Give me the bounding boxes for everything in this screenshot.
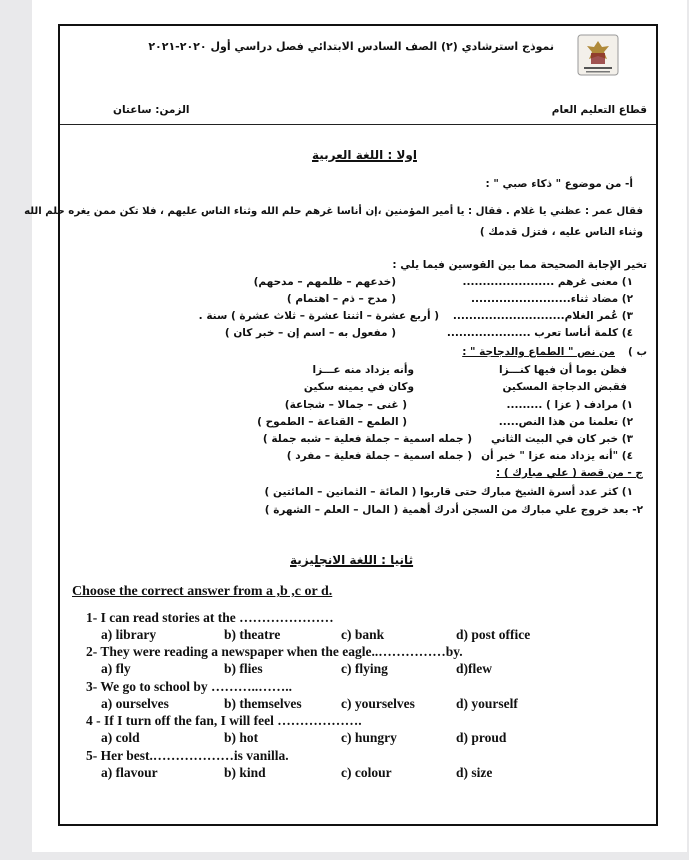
eq-3-option-b: b) themselves (224, 696, 302, 711)
qc-2: ٢- بعد خروج علي مبارك من السجن أدرك أهمية ( المال – العلم – الشهرة ) (264, 504, 643, 516)
header-divider (60, 124, 656, 125)
eq-4-option-c: c) hungry (341, 730, 397, 745)
qa-2-options: ( مدح – ذم – اهتمام ) (286, 293, 396, 305)
eq-3-option-c: c) yourselves (341, 696, 415, 711)
time-label: الزمن: ساعتان (113, 104, 190, 116)
arabic-section-title: اولا : اللغة العربية (312, 148, 417, 162)
ministry-logo (576, 33, 620, 79)
eq-5-option-c: c) colour (341, 765, 392, 780)
poem-line-2-left: وكان في يمينه سكين (303, 381, 414, 393)
eq-2-option-b: b) flies (224, 661, 263, 676)
eq-4-option-d: d) proud (456, 730, 507, 745)
qb-3-stem: ٣) خبر كان في البيت الثاني (491, 433, 633, 445)
sector-label: قطاع التعليم العام (551, 104, 647, 116)
eq-3-option-a: a) ourselves (101, 696, 169, 711)
qb-2-options: ( الطمع – القناعة – الطموح ) (257, 416, 407, 428)
passage-line-1: فقال عمر : عظني يا غلام . فقال : يا أمير المؤمنين ،إن أناسا غرهم حلم الله وثناء الناس عليهم ، فلا تكن ممن يغره حلم الله (24, 206, 643, 217)
eq-1-option-d: d) post office (456, 627, 531, 642)
qa-4-stem: ٤) كلمة أناسا تعرب ..................... (446, 327, 633, 339)
eq-4-option-a: a) cold (101, 730, 140, 745)
instruction-ar: تخير الإجابة الصحيحة مما بين القوسين فيما يلي : (392, 259, 647, 271)
part-a-label: أ- من موضوع " ذكاء صبي " : (485, 178, 633, 190)
eq-5-option-b: b) kind (224, 765, 266, 780)
eq-5-option-d: d) size (456, 765, 493, 780)
poem-line-1-right: فظن يوما أن فيها كنـــزا (498, 364, 627, 376)
eq-3-option-d: d) yourself (456, 696, 518, 711)
poem-line-2-right: فقبض الدجاجة المسكين (502, 381, 627, 393)
eq-5-option-a: a) flavour (101, 765, 158, 780)
eq-2-stem: 2- They were reading a newspaper when the eagle..……………by. (86, 644, 463, 659)
qa-3-stem: ٣) عُمر الغلام............................ (452, 310, 633, 322)
part-b-title: من نص " الطماع والدجاجة " : (462, 346, 615, 358)
english-instruction: Choose the correct answer from a ,b ,c or d. (72, 584, 333, 599)
qb-4-stem: ٤) "أنه يزداد منه عزا " خبر أن (481, 450, 633, 462)
qb-2-stem: ٢) تعلمنا من هذا النص..... (498, 416, 633, 428)
qb-3-options: ( جمله اسمية – جملة فعلية – شبه جملة ) (262, 433, 472, 445)
eq-3-stem: 3- We go to school by ………..…….. (86, 679, 293, 694)
qb-4-options: ( جمله اسمية – جملة فعلية – مفرد ) (286, 450, 472, 462)
qa-1-options: (خدعهم – ظلمهم – مدحهم) (253, 276, 396, 288)
eq-2-option-d: d)flew (456, 661, 492, 676)
qa-1-stem: ١) معنى غرهم ....................... (462, 276, 633, 288)
qc-1: ١) كثر عدد أسرة الشيخ مبارك حتى قاربوا ( المائة – الثمانين – المائتين ) (264, 486, 633, 498)
qb-1-options: ( غنى – جمالا – شجاعة) (284, 399, 407, 411)
part-c-title: ج - من قصة ( علي مبارك ) : (496, 467, 643, 479)
eq-5-stem: 5- Her best.………………is vanilla. (86, 748, 289, 763)
poem-line-1-left: وأنه يزداد منه عـــزا (312, 364, 414, 376)
exam-title: نموذج استرشادي (٢) الصف السادس الابتدائي فصل دراسي أول ٢٠٢٠-٢٠٢١ (148, 40, 554, 53)
qa-2-stem: ٢) مضاد ثناء......................... (471, 293, 633, 305)
part-b-label: ب ) (627, 346, 647, 358)
qa-4-options: ( مفعول به – اسم إن – خبر كان ) (224, 327, 396, 339)
eq-1-option-a: a) library (101, 627, 157, 642)
eq-4-stem: 4 - If I turn off the fan, I will feel ………………. (86, 713, 362, 728)
qb-1-stem: ١) مرادف ( عزا ) ......... (506, 399, 633, 411)
eq-1-option-c: c) bank (341, 627, 385, 642)
eq-1-option-b: b) theatre (224, 627, 281, 642)
english-section-title: ثانيا : اللغة الانجليزية (290, 553, 414, 567)
passage-line-2: وثناء الناس عليه ، فتزل قدمك ) (479, 226, 643, 238)
qa-3-options: ( أربع عشرة – اثنتا عشرة – ثلاث عشرة ) سنة . (198, 310, 439, 322)
eq-1-stem: 1- I can read stories at the ………………… (86, 610, 334, 625)
eq-2-option-c: c) flying (341, 661, 388, 676)
eq-2-option-a: a) fly (101, 661, 131, 676)
eq-4-option-b: b) hot (224, 730, 259, 745)
